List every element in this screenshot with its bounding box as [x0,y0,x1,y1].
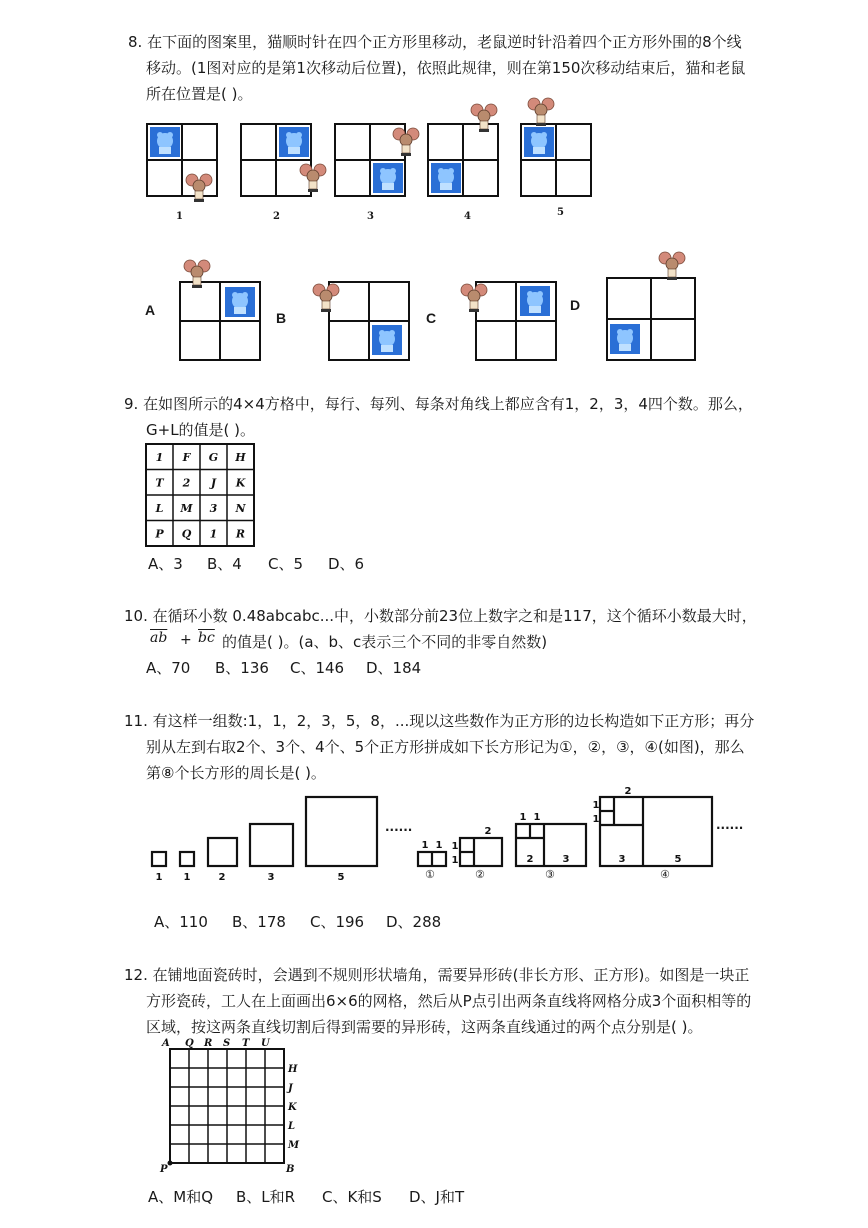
q9-choice-b: B、4 [207,555,242,573]
q10-ab-repeating: $\overline{ab}$ [150,630,168,646]
q9-cell-r3-c1: Q [181,527,192,541]
grid-label-t: T [242,1038,250,1049]
r4-label-e: 5 [674,854,682,865]
r2-label-c: 2 [484,826,492,837]
fig-number-3: 3 [367,211,374,222]
r4-label-b: 1 [592,814,600,825]
r3-label-b: 1 [533,812,541,823]
square-label-1: 1 [155,872,163,883]
q9-cell-r0-c2: G [208,450,219,464]
q8-option-a-letter: A [145,302,156,318]
q10-line-2: 的值是( )。(a、b、c表示三个不同的非零自然数) [222,633,548,651]
q9-cell-r1-c0: T [155,476,164,490]
q9-cell-r1-c2: J [210,476,217,490]
r3-label-c: 2 [526,854,534,865]
q11-line-2: 别从左到右取2个、3个、4个、5个正方形拼成如下长方形记为①，②，③，④(如图)，那么 [146,738,745,756]
rect-label-3: ③ [545,868,555,881]
q9-cell-r2-c1: M [180,501,193,515]
q12-choice-c: C、K和S [322,1188,382,1206]
q12-line-3: 区域，按这两条直线切割后得到需要的异形砖，这两条直线通过的两个点分别是( )。 [146,1018,703,1036]
q8-line-1: 8. 在下面的图案里，猫顺时针在四个正方形里移动，老鼠逆时针沿着四个正方形外围的8个线 [128,33,742,51]
q11-line-1: 11. 有这样一组数:1，1，2，3，5，8，...现以这些数作为正方形的边长构造如下正方形；再分 [124,712,755,730]
grid-label-h: H [288,1064,298,1075]
grid-label-s: S [223,1038,231,1049]
grid-label-k: K [288,1102,297,1113]
grid-label-p: P [160,1164,168,1175]
grid-label-m: M [288,1140,300,1151]
q9-cell-r3-c3: R [235,527,246,541]
r2-label-b: 1 [451,855,459,866]
q9-line-1: 9. 在如图所示的4×4方格中，每行、每列、每条对角线上都应含有1，2，3，4四个数。那么， [124,395,753,413]
q8-option-b-letter: B [276,310,287,326]
grid-label-j: J [288,1083,293,1094]
q9-cell-r3-c2: 1 [209,527,218,541]
q9-choice-a: A、3 [148,555,183,573]
q11-line-3: 第⑧个长方形的周长是( )。 [146,764,326,782]
r1-label-a: 1 [421,840,429,851]
grid-label-r: R [204,1038,213,1049]
q9-cell-r2-c0: L [155,501,164,515]
q12-choice-d: D、J和T [409,1188,465,1206]
q10-choice-b: B、136 [215,659,269,677]
fig-number-1: 1 [176,211,183,222]
q12-line-1: 12. 在铺地面瓷砖时，会遇到不规则形状墙角，需要异形砖(非长方形、正方形)。如图是一块正 [124,966,750,984]
q10-plus: + [180,632,192,648]
r4-label-c: 2 [624,786,632,797]
rect-label-1: ① [425,868,435,881]
q12-choice-a: A、M和Q [148,1188,214,1206]
fig-number-5: 5 [557,207,564,218]
q9-cell-r0-c3: H [235,450,246,464]
square-label-4: 3 [267,872,275,883]
grid-label-b: B [286,1164,295,1175]
q10-line-1: 10. 在循环小数 0.48abcabc...中，小数部分前23位上数字之和是117，这个循环小数最大时， [124,607,757,625]
q8-option-d-letter: D [570,297,581,313]
q11-choice-a: A、110 [154,913,208,931]
q10-choice-c: C、146 [290,659,345,677]
q10-choice-a: A、70 [146,659,191,677]
r1-label-b: 1 [435,840,443,851]
q9-cell-r2-c2: 3 [209,501,218,515]
grid-label-l: L [288,1121,296,1132]
grid-label-q: Q [185,1038,194,1049]
square-label-5: 5 [337,872,345,883]
fig-number-4: 4 [464,211,471,222]
q9-cell-r1-c1: 2 [182,476,191,490]
q9-cell-r0-c1: F [182,450,191,464]
q8-line-3: 所在位置是( )。 [146,85,253,103]
q9-choice-c: C、5 [268,555,304,573]
q12-line-2: 方形瓷砖，工人在上面画出6×6的网格，然后从P点引出两条直线将网格分成3个面积相等的 [146,992,752,1010]
q11-dots-2: ...... [716,818,744,832]
square-label-2: 1 [183,872,191,883]
q8-line-2: 移动。(1图对应的是第1次移动后位置)，依照此规律，则在第150次移动结束后，猫和老鼠 [146,59,746,77]
square-label-3: 2 [218,872,226,883]
q9-line-2: G+L的值是( )。 [146,421,256,439]
q9-cell-r3-c0: P [155,527,164,541]
grid-label-u: U [261,1038,270,1049]
q9-cell-r1-c3: K [235,476,246,490]
q10-bc-repeating: $\overline{bc}$ [198,630,215,646]
q9-choice-d: D、6 [328,555,365,573]
rect-label-4: ④ [660,868,670,881]
q11-choice-b: B、178 [232,913,286,931]
q12-choice-b: B、L和R [236,1188,296,1206]
q8-option-c-letter: C [426,310,437,326]
q9-cell-r2-c3: N [235,501,246,515]
q11-choice-d: D、288 [386,913,442,931]
q9-cell-r0-c0: 1 [155,450,164,464]
r4-label-d: 3 [618,854,626,865]
r3-label-a: 1 [519,812,527,823]
q10-choice-d: D、184 [366,659,422,677]
q11-dots-1: ...... [385,820,413,834]
fig-number-2: 2 [273,211,280,222]
q11-choice-c: C、196 [310,913,365,931]
grid-label-a: A [162,1038,170,1049]
r4-label-a: 1 [592,800,600,811]
r2-label-a: 1 [451,841,459,852]
r3-label-d: 3 [562,854,570,865]
rect-label-2: ② [475,868,485,881]
